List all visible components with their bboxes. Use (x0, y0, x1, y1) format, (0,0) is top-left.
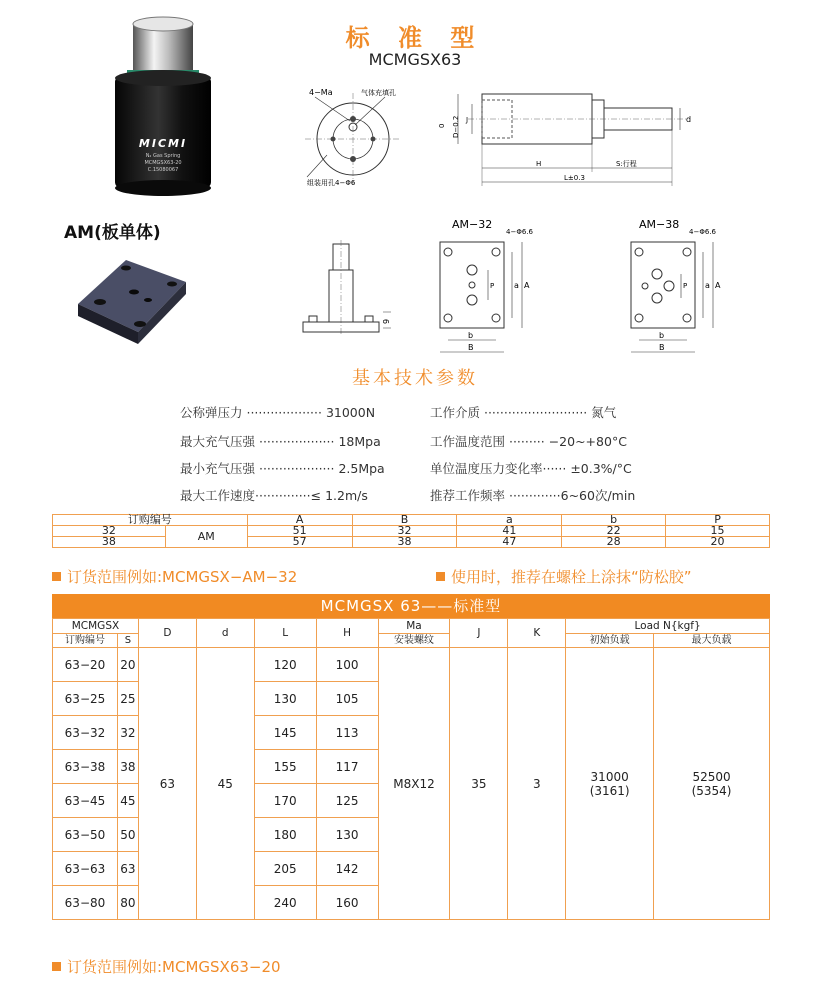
bullet-square-icon (52, 962, 61, 971)
cell-H: 142 (316, 852, 378, 886)
param-max-pressure: 最大充气压强 ··················· 18Mpa (180, 434, 381, 449)
cell-code: 63−38 (53, 750, 118, 784)
am-cell: 32 (352, 526, 457, 537)
cell-s: 50 (117, 818, 138, 852)
header-d: d (196, 619, 254, 648)
cell-s: 20 (117, 648, 138, 682)
photo-line3: C.15080067 (147, 167, 179, 173)
cell-L: 130 (254, 682, 316, 716)
header-mount-thread: 安装螺纹 (378, 634, 450, 648)
cell-L: 180 (254, 818, 316, 852)
side-view-drawing (418, 86, 710, 191)
cell-code: 63−50 (53, 818, 118, 852)
header-load: Load N{kgf} (566, 619, 770, 634)
table-row (53, 648, 770, 682)
cell-L: 240 (254, 886, 316, 920)
cell-H: 105 (316, 682, 378, 716)
am-assembly-drawing (295, 240, 405, 345)
label-stroke: S:行程 (616, 160, 637, 168)
label-fill-hole: 气体充填孔 (361, 89, 396, 97)
am-header-order: 订购编号 (53, 515, 248, 526)
table-row (53, 515, 770, 526)
label-nine: 9 (382, 318, 391, 324)
am38-title: AM−38 (639, 218, 680, 231)
am-spec-table (52, 514, 770, 548)
label-d-outer: D−0.2 (452, 115, 460, 138)
am32-label-B: B (468, 343, 474, 352)
cell-s: 32 (117, 716, 138, 750)
cell-D: 63 (138, 648, 196, 920)
cell-H: 113 (316, 716, 378, 750)
am-header-A: A (247, 515, 352, 526)
cell-code: 63−80 (53, 886, 118, 920)
model-code: MCMGSX63 (368, 50, 462, 69)
params-title: 基本技术参数 (352, 368, 478, 389)
am38-hole-label: 4−Φ6.6 (689, 228, 716, 236)
gas-spring-photo (105, 14, 225, 199)
cell-H: 160 (316, 886, 378, 920)
cell-init-load: 31000 (3161) (566, 648, 654, 920)
param-nominal-force: 公称弹压力 ··················· 31000N (180, 405, 376, 420)
am38-label-A: A (715, 281, 721, 290)
header-K: K (508, 619, 566, 648)
header-max-load: 最大负载 (654, 634, 770, 648)
cell-code: 63−45 (53, 784, 118, 818)
top-view-drawing (295, 85, 410, 195)
cell-L: 155 (254, 750, 316, 784)
label-ma: 4−Ma (309, 88, 333, 97)
am-cell: 38 (352, 537, 457, 548)
cell-s: 25 (117, 682, 138, 716)
am-section-title: AM(板单体) (64, 223, 161, 243)
label-d0: 0 (438, 123, 446, 128)
cell-code: 63−32 (53, 716, 118, 750)
cell-L: 120 (254, 648, 316, 682)
am-plate-photo (68, 240, 193, 350)
table-row (53, 526, 770, 537)
param-frequency: 推荐工作频率 ·············6~60次/min (430, 488, 636, 503)
std-spec-table (52, 618, 770, 920)
am-cell: 57 (247, 537, 352, 548)
am-merged-cell: AM (165, 526, 247, 548)
param-medium: 工作介质 ·························· 氮气 (430, 405, 617, 420)
header-J: J (450, 619, 508, 648)
am-cell: 47 (457, 537, 562, 548)
am-cell: 41 (457, 526, 562, 537)
am-cell: 15 (666, 526, 770, 537)
am-header-P: P (666, 515, 770, 526)
cell-code: 63−20 (53, 648, 118, 682)
header-H: H (316, 619, 378, 648)
cell-L: 205 (254, 852, 316, 886)
cell-ma: M8X12 (378, 648, 450, 920)
cell-H: 100 (316, 648, 378, 682)
label-h: H (536, 160, 542, 168)
cell-code: 63−63 (53, 852, 118, 886)
cell-d: 45 (196, 648, 254, 920)
am-cell: 28 (562, 537, 666, 548)
label-j: J (466, 116, 469, 124)
am-cell: 51 (247, 526, 352, 537)
cell-H: 125 (316, 784, 378, 818)
am32-label-a: a (514, 281, 519, 290)
am38-label-P: P (683, 282, 688, 290)
photo-line2: MCMGSX63-20 (144, 160, 182, 166)
am-cell: 22 (562, 526, 666, 537)
cell-s: 38 (117, 750, 138, 784)
am32-drawing (430, 214, 540, 360)
cell-s: 45 (117, 784, 138, 818)
std-table-banner: MCMGSX 63——标准型 (52, 594, 770, 618)
cell-s: 80 (117, 886, 138, 920)
cell-L: 170 (254, 784, 316, 818)
photo-line1: N₂ Gas Spring (145, 153, 181, 159)
am-header-b: b (562, 515, 666, 526)
am-header-B: B (352, 515, 457, 526)
label-mount-hole: 组装用孔4−Φ6 (307, 179, 356, 187)
label-l: L±0.3 (564, 174, 585, 182)
cell-code: 63−25 (53, 682, 118, 716)
header-order-code: 订购编号 (53, 634, 118, 648)
cell-L: 145 (254, 716, 316, 750)
photo-brand: MICMI (138, 137, 188, 150)
am-cell: 32 (53, 526, 166, 537)
cell-J: 35 (450, 648, 508, 920)
page-title: 标 准 型 (345, 24, 485, 52)
header-s: S (117, 634, 138, 648)
note-order-std: 订货范围例如:MCMGSX63−20 (52, 956, 281, 977)
cell-s: 63 (117, 852, 138, 886)
cell-H: 130 (316, 818, 378, 852)
bullet-square-icon (52, 572, 61, 581)
cell-H: 117 (316, 750, 378, 784)
header-L: L (254, 619, 316, 648)
am38-label-b: b (659, 331, 665, 340)
cell-max-load: 52500 (5354) (654, 648, 770, 920)
am38-label-B: B (659, 343, 665, 352)
header-D: D (138, 619, 196, 648)
header-model: MCMGSX (53, 619, 139, 634)
param-max-speed: 最大工作速度··············≤ 1.2m/s (180, 488, 368, 503)
am-cell: 20 (666, 537, 770, 548)
am32-label-A: A (524, 281, 530, 290)
am38-label-a: a (705, 281, 710, 290)
am32-hole-label: 4−Φ6.6 (506, 228, 533, 236)
note-order-am: 订货范围例如:MCMGSX−AM−32 (52, 566, 297, 587)
bullet-square-icon (436, 572, 445, 581)
param-temp-coefficient: 单位温度压力变化率······ ±0.3%/°C (430, 461, 632, 476)
header-init-load: 初始负载 (566, 634, 654, 648)
table-row (53, 537, 770, 548)
am38-drawing (625, 214, 735, 360)
param-min-pressure: 最小充气压强 ··················· 2.5Mpa (180, 461, 385, 476)
label-d: d (686, 115, 692, 124)
param-temp-range: 工作温度范围 ········· −20~+80°C (430, 434, 627, 449)
am-cell: 38 (53, 537, 166, 548)
header-ma: Ma (378, 619, 450, 634)
note-advice: 使用时，推荐在螺栓上涂抹“防松胶” (436, 566, 692, 587)
am-header-a: a (457, 515, 562, 526)
am32-label-P: P (490, 282, 495, 290)
am32-label-b: b (468, 331, 474, 340)
cell-K: 3 (508, 648, 566, 920)
table-row (53, 619, 770, 634)
am32-title: AM−32 (452, 218, 493, 231)
